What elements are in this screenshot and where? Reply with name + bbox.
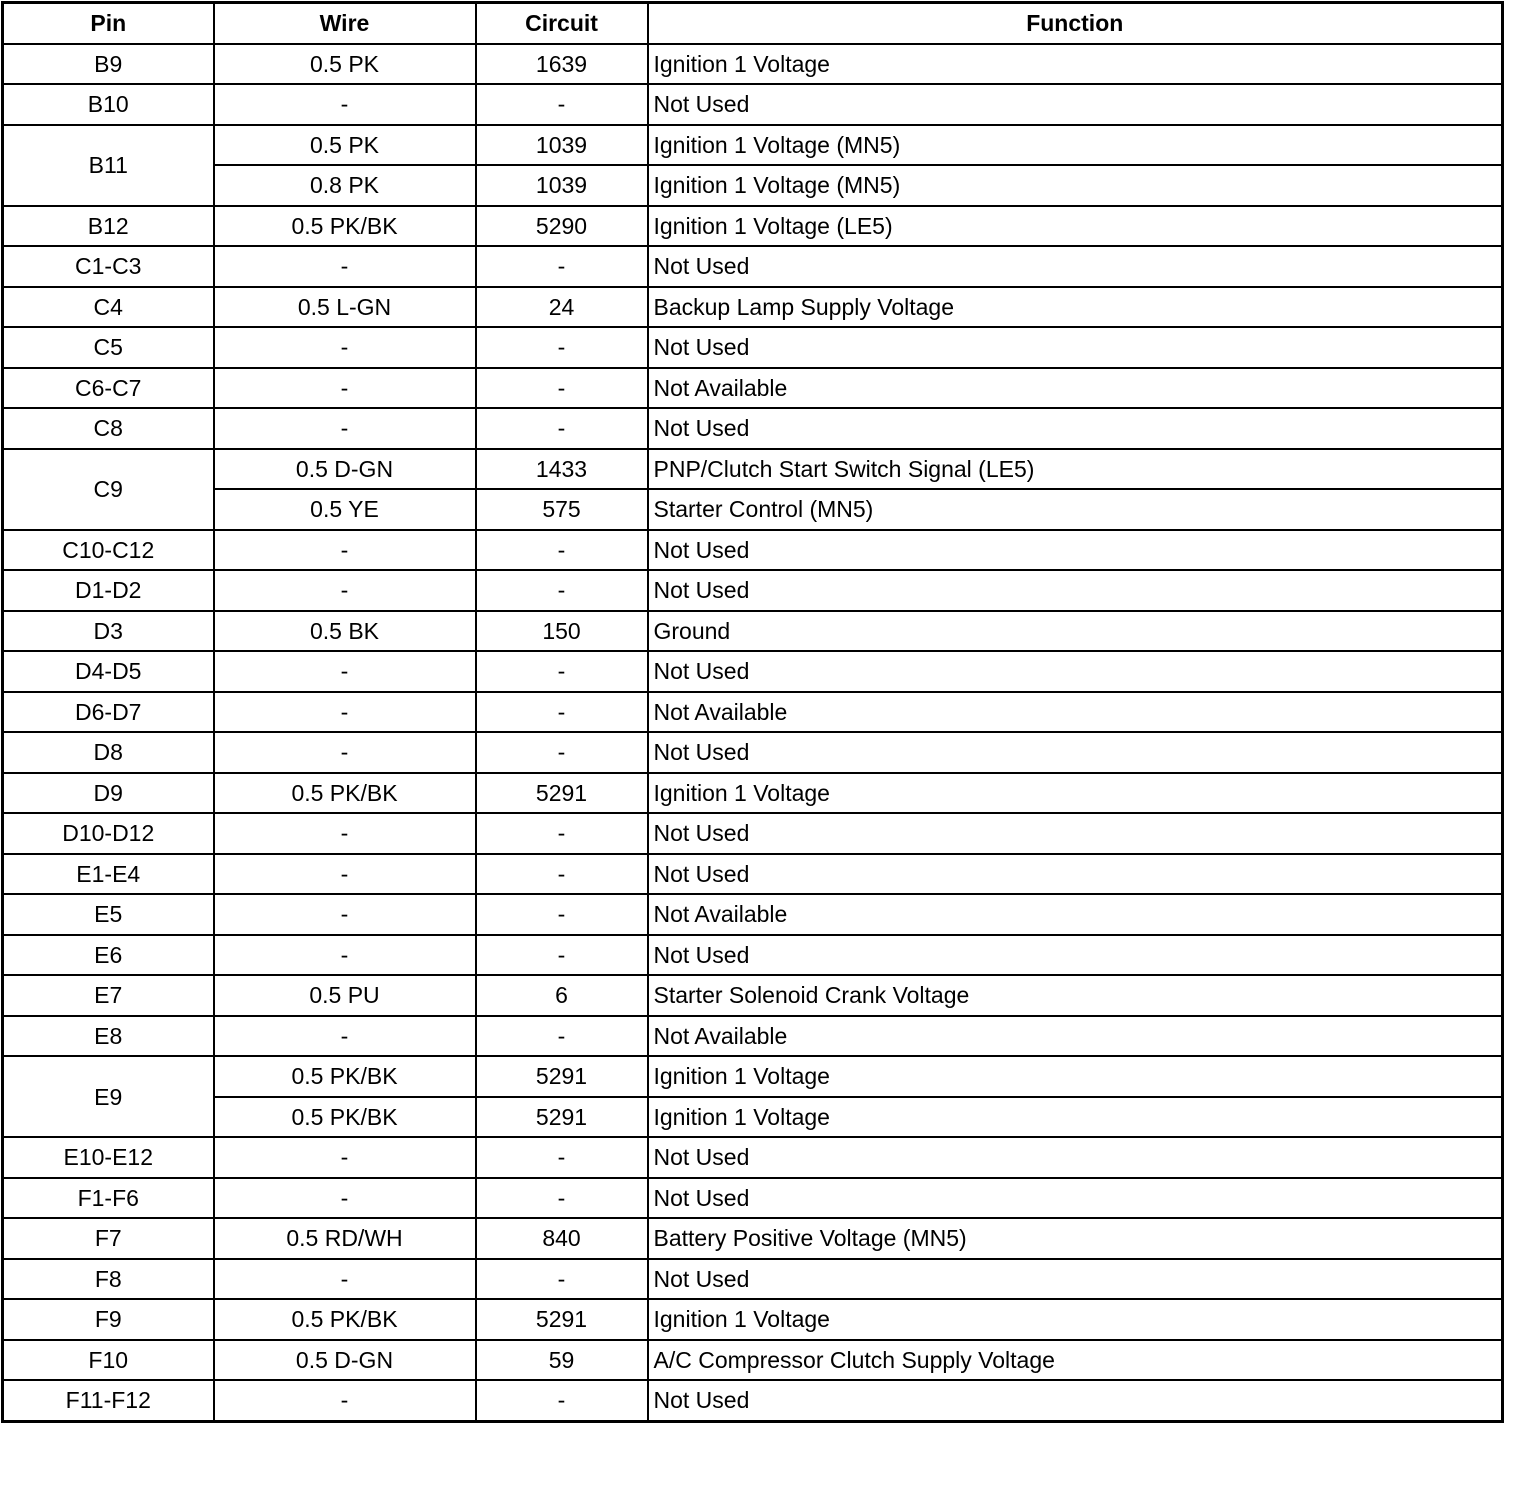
circuit-cell: - xyxy=(476,651,648,692)
circuit-cell: - xyxy=(476,246,648,287)
pin-cell: D4-D5 xyxy=(3,651,214,692)
circuit-cell: - xyxy=(476,935,648,976)
function-cell: Ignition 1 Voltage xyxy=(648,1097,1503,1138)
table-row xyxy=(3,44,1503,85)
pin-cell: E10-E12 xyxy=(3,1137,214,1178)
function-cell: Ignition 1 Voltage xyxy=(648,44,1503,85)
wire-cell: - xyxy=(214,1137,476,1178)
circuit-cell: - xyxy=(476,1259,648,1300)
wire-cell: 0.5 YE xyxy=(214,489,476,530)
function-cell: Not Used xyxy=(648,651,1503,692)
table-row xyxy=(3,206,1503,247)
function-cell: A/C Compressor Clutch Supply Voltage xyxy=(648,1340,1503,1381)
wire-cell: - xyxy=(214,84,476,125)
table-row xyxy=(3,1178,1503,1219)
table-header-row xyxy=(3,3,1503,44)
circuit-cell: 5291 xyxy=(476,773,648,814)
circuit-cell: 5291 xyxy=(476,1097,648,1138)
wire-cell: - xyxy=(214,246,476,287)
wire-cell: - xyxy=(214,854,476,895)
circuit-cell: 59 xyxy=(476,1340,648,1381)
table-row xyxy=(3,1218,1503,1259)
table-row xyxy=(3,327,1503,368)
table-row xyxy=(3,611,1503,652)
wire-cell: - xyxy=(214,651,476,692)
table-row xyxy=(3,773,1503,814)
table-row xyxy=(3,449,1503,490)
circuit-cell: 5291 xyxy=(476,1299,648,1340)
circuit-cell: 1039 xyxy=(476,165,648,206)
table-row xyxy=(3,1380,1503,1421)
pin-cell: F11-F12 xyxy=(3,1380,214,1421)
pin-cell: B12 xyxy=(3,206,214,247)
wire-cell: - xyxy=(214,935,476,976)
pin-cell: B9 xyxy=(3,44,214,85)
table-row xyxy=(3,287,1503,328)
pin-cell: E5 xyxy=(3,894,214,935)
table-row xyxy=(3,530,1503,571)
pin-cell: B11 xyxy=(3,125,214,206)
pin-cell: F10 xyxy=(3,1340,214,1381)
circuit-cell: - xyxy=(476,84,648,125)
wire-cell: - xyxy=(214,813,476,854)
pinout-table-container xyxy=(1,1,1504,1423)
pin-cell: C10-C12 xyxy=(3,530,214,571)
circuit-cell: - xyxy=(476,692,648,733)
table-row xyxy=(3,1299,1503,1340)
function-cell: Not Used xyxy=(648,1178,1503,1219)
pin-cell: F1-F6 xyxy=(3,1178,214,1219)
table-row xyxy=(3,813,1503,854)
table-row xyxy=(3,1137,1503,1178)
pin-cell: F8 xyxy=(3,1259,214,1300)
circuit-cell: - xyxy=(476,327,648,368)
circuit-cell: - xyxy=(476,530,648,571)
pin-cell: E9 xyxy=(3,1056,214,1137)
function-cell: Not Used xyxy=(648,1137,1503,1178)
table-row xyxy=(3,1056,1503,1097)
pin-cell: D10-D12 xyxy=(3,813,214,854)
function-cell: Not Used xyxy=(648,1380,1503,1421)
table-row xyxy=(3,894,1503,935)
circuit-cell: 1039 xyxy=(476,125,648,166)
circuit-cell: 1433 xyxy=(476,449,648,490)
table-row xyxy=(3,570,1503,611)
header-circuit: Circuit xyxy=(476,3,648,44)
function-cell: Ignition 1 Voltage xyxy=(648,1056,1503,1097)
table-row xyxy=(3,246,1503,287)
wire-cell: - xyxy=(214,732,476,773)
wire-cell: 0.5 D-GN xyxy=(214,449,476,490)
circuit-cell: - xyxy=(476,1380,648,1421)
pin-cell: C4 xyxy=(3,287,214,328)
wire-cell: - xyxy=(214,1380,476,1421)
circuit-cell: 150 xyxy=(476,611,648,652)
circuit-cell: 840 xyxy=(476,1218,648,1259)
function-cell: Battery Positive Voltage (MN5) xyxy=(648,1218,1503,1259)
function-cell: Not Available xyxy=(648,1016,1503,1057)
wire-cell: - xyxy=(214,530,476,571)
pin-cell: E1-E4 xyxy=(3,854,214,895)
header-function: Function xyxy=(648,3,1503,44)
wire-cell: 0.5 BK xyxy=(214,611,476,652)
function-cell: Backup Lamp Supply Voltage xyxy=(648,287,1503,328)
table-row xyxy=(3,651,1503,692)
circuit-cell: 575 xyxy=(476,489,648,530)
wire-cell: 0.5 PK xyxy=(214,44,476,85)
wire-cell: 0.8 PK xyxy=(214,165,476,206)
circuit-cell: 6 xyxy=(476,975,648,1016)
table-row xyxy=(3,1016,1503,1057)
function-cell: Ignition 1 Voltage xyxy=(648,773,1503,814)
function-cell: Not Used xyxy=(648,570,1503,611)
circuit-cell: 5290 xyxy=(476,206,648,247)
table-row xyxy=(3,84,1503,125)
pin-cell: C8 xyxy=(3,408,214,449)
circuit-cell: - xyxy=(476,1178,648,1219)
function-cell: PNP/Clutch Start Switch Signal (LE5) xyxy=(648,449,1503,490)
header-pin: Pin xyxy=(3,3,214,44)
wire-cell: 0.5 L-GN xyxy=(214,287,476,328)
table-row xyxy=(3,1259,1503,1300)
wire-cell: - xyxy=(214,692,476,733)
function-cell: Ignition 1 Voltage (MN5) xyxy=(648,165,1503,206)
wire-cell: - xyxy=(214,327,476,368)
function-cell: Not Used xyxy=(648,732,1503,773)
pin-cell: D6-D7 xyxy=(3,692,214,733)
table-body xyxy=(3,44,1503,1422)
pin-cell: F7 xyxy=(3,1218,214,1259)
wire-cell: 0.5 PK/BK xyxy=(214,1097,476,1138)
pin-cell: C9 xyxy=(3,449,214,530)
function-cell: Not Available xyxy=(648,894,1503,935)
circuit-cell: - xyxy=(476,813,648,854)
wire-cell: - xyxy=(214,408,476,449)
circuit-cell: 5291 xyxy=(476,1056,648,1097)
wire-cell: 0.5 PK/BK xyxy=(214,1056,476,1097)
pin-cell: E7 xyxy=(3,975,214,1016)
table-row xyxy=(3,732,1503,773)
function-cell: Starter Control (MN5) xyxy=(648,489,1503,530)
function-cell: Not Used xyxy=(648,530,1503,571)
pin-cell: D9 xyxy=(3,773,214,814)
pin-cell: B10 xyxy=(3,84,214,125)
function-cell: Starter Solenoid Crank Voltage xyxy=(648,975,1503,1016)
function-cell: Ground xyxy=(648,611,1503,652)
function-cell: Not Used xyxy=(648,408,1503,449)
wire-cell: - xyxy=(214,368,476,409)
circuit-cell: - xyxy=(476,1137,648,1178)
wire-cell: 0.5 PK/BK xyxy=(214,1299,476,1340)
table-row xyxy=(3,975,1503,1016)
header-wire: Wire xyxy=(214,3,476,44)
function-cell: Not Available xyxy=(648,368,1503,409)
table-row xyxy=(3,489,1503,530)
function-cell: Not Used xyxy=(648,1259,1503,1300)
pin-cell: C5 xyxy=(3,327,214,368)
circuit-cell: - xyxy=(476,368,648,409)
pin-cell: E6 xyxy=(3,935,214,976)
wire-cell: - xyxy=(214,1178,476,1219)
pin-cell: F9 xyxy=(3,1299,214,1340)
function-cell: Not Available xyxy=(648,692,1503,733)
pin-cell: D8 xyxy=(3,732,214,773)
function-cell: Ignition 1 Voltage (LE5) xyxy=(648,206,1503,247)
circuit-cell: - xyxy=(476,408,648,449)
table-row xyxy=(3,854,1503,895)
circuit-cell: - xyxy=(476,732,648,773)
pin-cell: C6-C7 xyxy=(3,368,214,409)
pin-cell: C1-C3 xyxy=(3,246,214,287)
table-row xyxy=(3,692,1503,733)
table-row xyxy=(3,1097,1503,1138)
circuit-cell: 1639 xyxy=(476,44,648,85)
pin-cell: D3 xyxy=(3,611,214,652)
connector-pinout-table xyxy=(1,1,1504,1423)
table-row xyxy=(3,935,1503,976)
wire-cell: 0.5 PK/BK xyxy=(214,773,476,814)
function-cell: Not Used xyxy=(648,327,1503,368)
wire-cell: - xyxy=(214,570,476,611)
circuit-cell: - xyxy=(476,894,648,935)
circuit-cell: - xyxy=(476,1016,648,1057)
wire-cell: 0.5 RD/WH xyxy=(214,1218,476,1259)
circuit-cell: 24 xyxy=(476,287,648,328)
wire-cell: 0.5 PK xyxy=(214,125,476,166)
table-row xyxy=(3,408,1503,449)
function-cell: Not Used xyxy=(648,813,1503,854)
function-cell: Not Used xyxy=(648,935,1503,976)
circuit-cell: - xyxy=(476,854,648,895)
circuit-cell: - xyxy=(476,570,648,611)
wire-cell: - xyxy=(214,894,476,935)
pin-cell: D1-D2 xyxy=(3,570,214,611)
table-row xyxy=(3,165,1503,206)
wire-cell: - xyxy=(214,1259,476,1300)
wire-cell: 0.5 PU xyxy=(214,975,476,1016)
table-row xyxy=(3,368,1503,409)
wire-cell: 0.5 PK/BK xyxy=(214,206,476,247)
function-cell: Not Used xyxy=(648,246,1503,287)
pin-cell: E8 xyxy=(3,1016,214,1057)
function-cell: Not Used xyxy=(648,854,1503,895)
table-row xyxy=(3,125,1503,166)
table-row xyxy=(3,1340,1503,1381)
wire-cell: 0.5 D-GN xyxy=(214,1340,476,1381)
function-cell: Ignition 1 Voltage xyxy=(648,1299,1503,1340)
wire-cell: - xyxy=(214,1016,476,1057)
function-cell: Ignition 1 Voltage (MN5) xyxy=(648,125,1503,166)
function-cell: Not Used xyxy=(648,84,1503,125)
